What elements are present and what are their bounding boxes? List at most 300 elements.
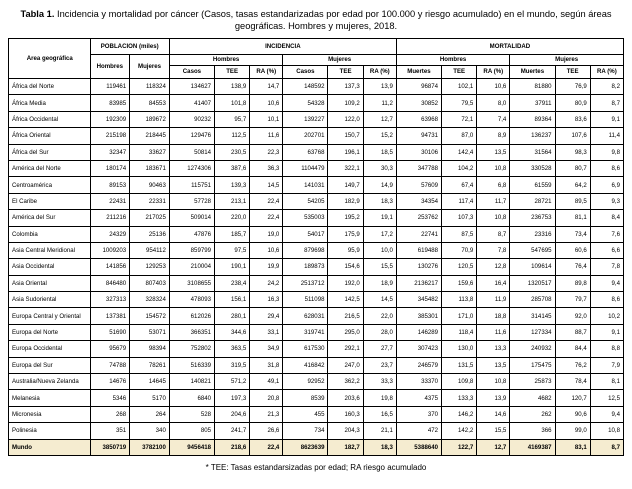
cell-value: 238,4: [215, 275, 250, 291]
cell-value: 76,9: [555, 79, 590, 95]
cell-value: 5346: [90, 390, 130, 406]
cell-value: 9,4: [590, 275, 623, 291]
cell-area-name: América del Sur: [9, 210, 91, 226]
header-mort-hombres-tee: TEE: [442, 66, 477, 79]
cell-value: 24329: [90, 226, 130, 242]
cell-value: 9,1: [590, 111, 623, 127]
cell-value: 14,5: [250, 177, 283, 193]
table-caption: [8, 8, 624, 32]
cell-value: 22,3: [250, 144, 283, 160]
cell-value: 25873: [510, 374, 555, 390]
cell-value: 112,5: [215, 128, 250, 144]
cell-value: 29,4: [250, 308, 283, 324]
table-row: [9, 275, 624, 291]
table-row: [9, 128, 624, 144]
cell-value: 547695: [510, 242, 555, 258]
cell-value: 10,2: [590, 308, 623, 324]
cell-value: 142,5: [328, 292, 363, 308]
cell-value: 104,2: [442, 160, 477, 176]
cell-value: 10,8: [477, 160, 510, 176]
cell-value: 49,1: [250, 374, 283, 390]
cell-area-name: África Oriental: [9, 128, 91, 144]
cell-value: 9456418: [169, 439, 214, 455]
cell-value: 130276: [396, 259, 441, 275]
header-mort-mujeres-tee: TEE: [555, 66, 590, 79]
cell-value: 96874: [396, 79, 441, 95]
cell-value: 148592: [283, 79, 328, 95]
cell-value: 15,2: [363, 128, 396, 144]
cell-value: 241,7: [215, 423, 250, 439]
cell-value: 120,7: [555, 390, 590, 406]
cell-value: 328324: [130, 292, 170, 308]
cell-value: 159,6: [442, 275, 477, 291]
cell-value: 879698: [283, 242, 328, 258]
cell-value: 19,8: [363, 390, 396, 406]
cell-value: 617530: [283, 341, 328, 357]
cell-value: 87,5: [442, 226, 477, 242]
cell-value: 83,1: [555, 439, 590, 455]
cell-value: 807403: [130, 275, 170, 291]
cell-value: 752802: [169, 341, 214, 357]
cell-value: 30,3: [363, 160, 396, 176]
table-row: [9, 210, 624, 226]
cell-value: 4682: [510, 390, 555, 406]
cell-value: 362,2: [328, 374, 363, 390]
cell-value: 3850719: [90, 439, 130, 455]
cell-value: 247,0: [328, 357, 363, 373]
table-row: [9, 324, 624, 340]
cell-value: 8539: [283, 390, 328, 406]
cell-value: 344,6: [215, 324, 250, 340]
cell-value: 8,6: [590, 160, 623, 176]
cell-value: 220,0: [215, 210, 250, 226]
cell-value: 141031: [283, 177, 328, 193]
cell-value: 8,6: [590, 292, 623, 308]
cancer-statistics-table: [8, 38, 624, 456]
cell-value: 18,8: [477, 308, 510, 324]
cell-value: 416842: [283, 357, 328, 373]
cell-value: 79,7: [555, 292, 590, 308]
cell-value: 12,8: [477, 259, 510, 275]
cell-value: 98,3: [555, 144, 590, 160]
cell-value: 94731: [396, 128, 441, 144]
cell-value: 33,1: [250, 324, 283, 340]
cell-value: 25136: [130, 226, 170, 242]
cell-value: 11,6: [477, 324, 510, 340]
cell-value: 34354: [396, 193, 441, 209]
cell-value: 10,6: [477, 79, 510, 95]
cell-value: 292,1: [328, 341, 363, 357]
cell-value: 8,1: [590, 374, 623, 390]
table-row: [9, 144, 624, 160]
header-group-incidencia: INCIDENCIA: [169, 39, 396, 55]
cell-value: 12,7: [477, 439, 510, 455]
cell-value: 63768: [283, 144, 328, 160]
cell-value: 118324: [130, 79, 170, 95]
cell-value: 4169387: [510, 439, 555, 455]
cell-value: 15,5: [477, 423, 510, 439]
cell-value: 363,5: [215, 341, 250, 357]
cell-value: 16,3: [250, 292, 283, 308]
cell-area-name: Asia Oriental: [9, 275, 91, 291]
cell-value: 347788: [396, 160, 441, 176]
cell-value: 180174: [90, 160, 130, 176]
table-row: [9, 111, 624, 127]
cell-value: 76,4: [555, 259, 590, 275]
cell-value: 33,3: [363, 374, 396, 390]
cell-value: 18,5: [363, 144, 396, 160]
cell-value: 84553: [130, 95, 170, 111]
cell-value: 78261: [130, 357, 170, 373]
cell-value: 9,1: [590, 324, 623, 340]
cell-value: 70,9: [442, 242, 477, 258]
cell-value: 9,4: [590, 406, 623, 422]
cell-value: 319741: [283, 324, 328, 340]
table-header: [9, 39, 624, 79]
cell-value: 1104479: [283, 160, 328, 176]
cell-value: 12,7: [363, 111, 396, 127]
cell-value: 140821: [169, 374, 214, 390]
cell-area-name: Asia Central Meridional: [9, 242, 91, 258]
cell-value: 185,7: [215, 226, 250, 242]
cell-value: 330528: [510, 160, 555, 176]
cell-value: 8,0: [477, 95, 510, 111]
table-body: [9, 79, 624, 456]
cell-area-name: Europa Central y Oriental: [9, 308, 91, 324]
cell-value: 78,4: [555, 374, 590, 390]
cell-area-name: Micronesia: [9, 406, 91, 422]
cell-value: 236753: [510, 210, 555, 226]
cell-value: 10,0: [363, 242, 396, 258]
cell-value: 14,6: [477, 406, 510, 422]
cell-value: 154572: [130, 308, 170, 324]
cell-value: 5170: [130, 390, 170, 406]
cell-value: 31564: [510, 144, 555, 160]
cell-value: 146,2: [442, 406, 477, 422]
cell-value: 34,9: [250, 341, 283, 357]
cell-value: 92,0: [555, 308, 590, 324]
cell-value: 12,5: [590, 390, 623, 406]
cell-value: 133,3: [442, 390, 477, 406]
cell-value: 8623639: [283, 439, 328, 455]
cell-value: 734: [283, 423, 328, 439]
cell-value: 280,1: [215, 308, 250, 324]
header-pob-hombres: Hombres: [90, 55, 130, 79]
cell-value: 89,5: [555, 193, 590, 209]
table-row: [9, 259, 624, 275]
cell-value: 268: [90, 406, 130, 422]
cell-value: 57609: [396, 177, 441, 193]
cell-area-name: Asia Occidental: [9, 259, 91, 275]
table-row: [9, 193, 624, 209]
cell-value: 954112: [130, 242, 170, 258]
cell-value: 10,8: [590, 423, 623, 439]
cell-value: 22,0: [363, 308, 396, 324]
cell-value: 218,6: [215, 439, 250, 455]
cell-value: 95,9: [328, 242, 363, 258]
cell-value: 5388640: [396, 439, 441, 455]
header-inc-mujeres-ra: RA (%): [363, 66, 396, 79]
cell-value: 72,1: [442, 111, 477, 127]
cell-value: 54205: [283, 193, 328, 209]
cell-value: 203,6: [328, 390, 363, 406]
cell-value: 216,5: [328, 308, 363, 324]
cell-value: 240932: [510, 341, 555, 357]
cell-area-name: Europa del Sur: [9, 357, 91, 373]
cell-value: 88,7: [555, 324, 590, 340]
cell-value: 7,4: [477, 111, 510, 127]
header-mort-mujeres-muertes: Muertes: [510, 66, 555, 79]
cell-value: 14645: [130, 374, 170, 390]
cell-value: 47876: [169, 226, 214, 242]
cell-value: 81880: [510, 79, 555, 95]
cell-value: 61559: [510, 177, 555, 193]
cell-value: 130,0: [442, 341, 477, 357]
cell-value: 14,9: [363, 177, 396, 193]
cell-value: 90463: [130, 177, 170, 193]
cell-value: 10,8: [477, 374, 510, 390]
cell-value: 102,1: [442, 79, 477, 95]
cell-value: 182,9: [328, 193, 363, 209]
cell-value: 149,7: [328, 177, 363, 193]
header-inc-mujeres-tee: TEE: [328, 66, 363, 79]
cell-value: 90232: [169, 111, 214, 127]
cell-value: 182,7: [328, 439, 363, 455]
cell-value: 16,4: [477, 275, 510, 291]
cell-value: 146289: [396, 324, 441, 340]
cell-value: 10,8: [477, 210, 510, 226]
cell-value: 101,8: [215, 95, 250, 111]
header-inc-hombres-tee: TEE: [215, 66, 250, 79]
cell-value: 60,6: [555, 242, 590, 258]
table-row: [9, 79, 624, 95]
table-row: [9, 95, 624, 111]
cell-value: 89,8: [555, 275, 590, 291]
cell-value: 33627: [130, 144, 170, 160]
cell-value: 14,5: [363, 292, 396, 308]
cell-value: 204,3: [328, 423, 363, 439]
cell-value: 83,6: [555, 111, 590, 127]
cell-value: 11,6: [250, 128, 283, 144]
cell-area-name: Europa del Norte: [9, 324, 91, 340]
cell-value: 16,5: [363, 406, 396, 422]
cell-value: 11,2: [363, 95, 396, 111]
cell-value: 204,6: [215, 406, 250, 422]
cell-value: 218445: [130, 128, 170, 144]
cell-value: 183671: [130, 160, 170, 176]
cell-value: 385301: [396, 308, 441, 324]
cell-value: 8,4: [590, 210, 623, 226]
cell-value: 81,1: [555, 210, 590, 226]
cell-value: 20,8: [250, 390, 283, 406]
header-group-mortalidad: MORTALIDAD: [396, 39, 623, 55]
cell-value: 195,2: [328, 210, 363, 226]
cell-value: 1320517: [510, 275, 555, 291]
cell-value: 28,0: [363, 324, 396, 340]
cell-value: 79,5: [442, 95, 477, 111]
cell-value: 63968: [396, 111, 441, 127]
cell-value: 109,2: [328, 95, 363, 111]
cell-value: 142,4: [442, 144, 477, 160]
cell-value: 89153: [90, 177, 130, 193]
cell-area-name: Australia/Nueva Zelanda: [9, 374, 91, 390]
header-pob-mujeres: Mujeres: [130, 55, 170, 79]
cell-value: 31,8: [250, 357, 283, 373]
cell-value: 129253: [130, 259, 170, 275]
cell-value: 4375: [396, 390, 441, 406]
cell-value: 11,7: [477, 193, 510, 209]
cell-value: 139,3: [215, 177, 250, 193]
header-mort-hombres-muertes: Muertes: [396, 66, 441, 79]
cell-value: 89364: [510, 111, 555, 127]
cell-area-name: Asia Sudoriental: [9, 292, 91, 308]
cell-value: 109614: [510, 259, 555, 275]
cell-value: 36,3: [250, 160, 283, 176]
cell-value: 37911: [510, 95, 555, 111]
cell-value: 6,9: [590, 177, 623, 193]
cell-value: 13,5: [477, 357, 510, 373]
cell-area-name: África del Norte: [9, 79, 91, 95]
cell-value: 264: [130, 406, 170, 422]
cell-value: 340: [130, 423, 170, 439]
cell-value: 1274306: [169, 160, 214, 176]
cell-value: 83985: [90, 95, 130, 111]
cell-value: 137,3: [328, 79, 363, 95]
cell-value: 19,1: [363, 210, 396, 226]
cell-value: 54017: [283, 226, 328, 242]
cell-value: 53071: [130, 324, 170, 340]
cell-value: 18,3: [363, 439, 396, 455]
cell-value: 8,7: [590, 95, 623, 111]
cell-value: 136237: [510, 128, 555, 144]
header-area: Area geográfica: [9, 39, 91, 79]
table-row: [9, 341, 624, 357]
cell-area-name: Melanesia: [9, 390, 91, 406]
header-inc-hombres-ra: RA (%): [250, 66, 283, 79]
cell-value: 115751: [169, 177, 214, 193]
cell-value: 8,9: [477, 128, 510, 144]
cell-value: 387,6: [215, 160, 250, 176]
cell-value: 846480: [90, 275, 130, 291]
cell-value: 8,8: [590, 341, 623, 357]
table-row: [9, 357, 624, 373]
cell-value: 129476: [169, 128, 214, 144]
cell-value: 17,2: [363, 226, 396, 242]
cell-value: 8,2: [590, 79, 623, 95]
cell-value: 21,3: [250, 406, 283, 422]
table-row: [9, 423, 624, 439]
table-row: [9, 308, 624, 324]
cell-value: 18,3: [363, 193, 396, 209]
cell-value: 13,5: [477, 144, 510, 160]
cell-value: 7,8: [590, 259, 623, 275]
cell-value: 2513712: [283, 275, 328, 291]
table-row: [9, 160, 624, 176]
cell-area-name: África Media: [9, 95, 91, 111]
cell-value: 6,6: [590, 242, 623, 258]
table-row: [9, 177, 624, 193]
cell-value: 3108655: [169, 275, 214, 291]
cell-value: 6840: [169, 390, 214, 406]
cell-value: 295,0: [328, 324, 363, 340]
table-row: [9, 292, 624, 308]
header-inc-hombres-casos: Casos: [169, 66, 214, 79]
table-row: [9, 390, 624, 406]
cell-value: 95,7: [215, 111, 250, 127]
cell-value: 154,6: [328, 259, 363, 275]
cell-value: 859799: [169, 242, 214, 258]
cell-value: 156,1: [215, 292, 250, 308]
cell-value: 192,0: [328, 275, 363, 291]
cell-value: 370: [396, 406, 441, 422]
cell-area-name: África Occidental: [9, 111, 91, 127]
cell-value: 7,8: [477, 242, 510, 258]
cell-value: 18,9: [363, 275, 396, 291]
cell-value: 107,6: [555, 128, 590, 144]
cell-area-name: El Caribe: [9, 193, 91, 209]
cell-value: 22,4: [250, 210, 283, 226]
header-inc-mujeres-casos: Casos: [283, 66, 328, 79]
cell-value: 327313: [90, 292, 130, 308]
cell-value: 160,3: [328, 406, 363, 422]
cell-area-name: Centroamérica: [9, 177, 91, 193]
cell-value: 97,5: [215, 242, 250, 258]
cell-value: 197,3: [215, 390, 250, 406]
cell-value: 74788: [90, 357, 130, 373]
cell-value: 171,0: [442, 308, 477, 324]
cell-value: 196,1: [328, 144, 363, 160]
cell-value: 13,3: [477, 341, 510, 357]
header-group-poblacion: POBLACION (miles): [90, 39, 169, 55]
cell-value: 7,6: [590, 226, 623, 242]
cell-value: 262: [510, 406, 555, 422]
cell-value: 141856: [90, 259, 130, 275]
cell-value: 113,8: [442, 292, 477, 308]
table-row: [9, 226, 624, 242]
caption-label: Tabla 1.: [20, 9, 55, 19]
cell-value: 528: [169, 406, 214, 422]
cell-value: 80,7: [555, 160, 590, 176]
cell-value: 619488: [396, 242, 441, 258]
cell-value: 351: [90, 423, 130, 439]
cell-value: 19,0: [250, 226, 283, 242]
cell-value: 107,3: [442, 210, 477, 226]
cell-value: 14,7: [250, 79, 283, 95]
cell-value: 26,6: [250, 423, 283, 439]
cell-value: 3782100: [130, 439, 170, 455]
header-inc-hombres: Hombres: [169, 55, 282, 66]
cell-value: 202701: [283, 128, 328, 144]
cell-value: 10,6: [250, 242, 283, 258]
cell-value: 246579: [396, 357, 441, 373]
cell-value: 189672: [130, 111, 170, 127]
cell-value: 28721: [510, 193, 555, 209]
table-row: [9, 242, 624, 258]
cell-value: 50814: [169, 144, 214, 160]
header-mort-mujeres-ra: RA (%): [590, 66, 623, 79]
table-footnote: * TEE: Tasas estandarsizadas por edad; RA riesgo acumulado: [205, 462, 427, 472]
cell-value: 84,4: [555, 341, 590, 357]
cell-area-name: África del Sur: [9, 144, 91, 160]
cell-value: 509014: [169, 210, 214, 226]
cell-value: 67,4: [442, 177, 477, 193]
cell-value: 253762: [396, 210, 441, 226]
cell-value: 213,1: [215, 193, 250, 209]
cell-value: 612026: [169, 308, 214, 324]
cell-value: 122,0: [328, 111, 363, 127]
cell-value: 366: [510, 423, 555, 439]
cell-value: 22,4: [250, 439, 283, 455]
